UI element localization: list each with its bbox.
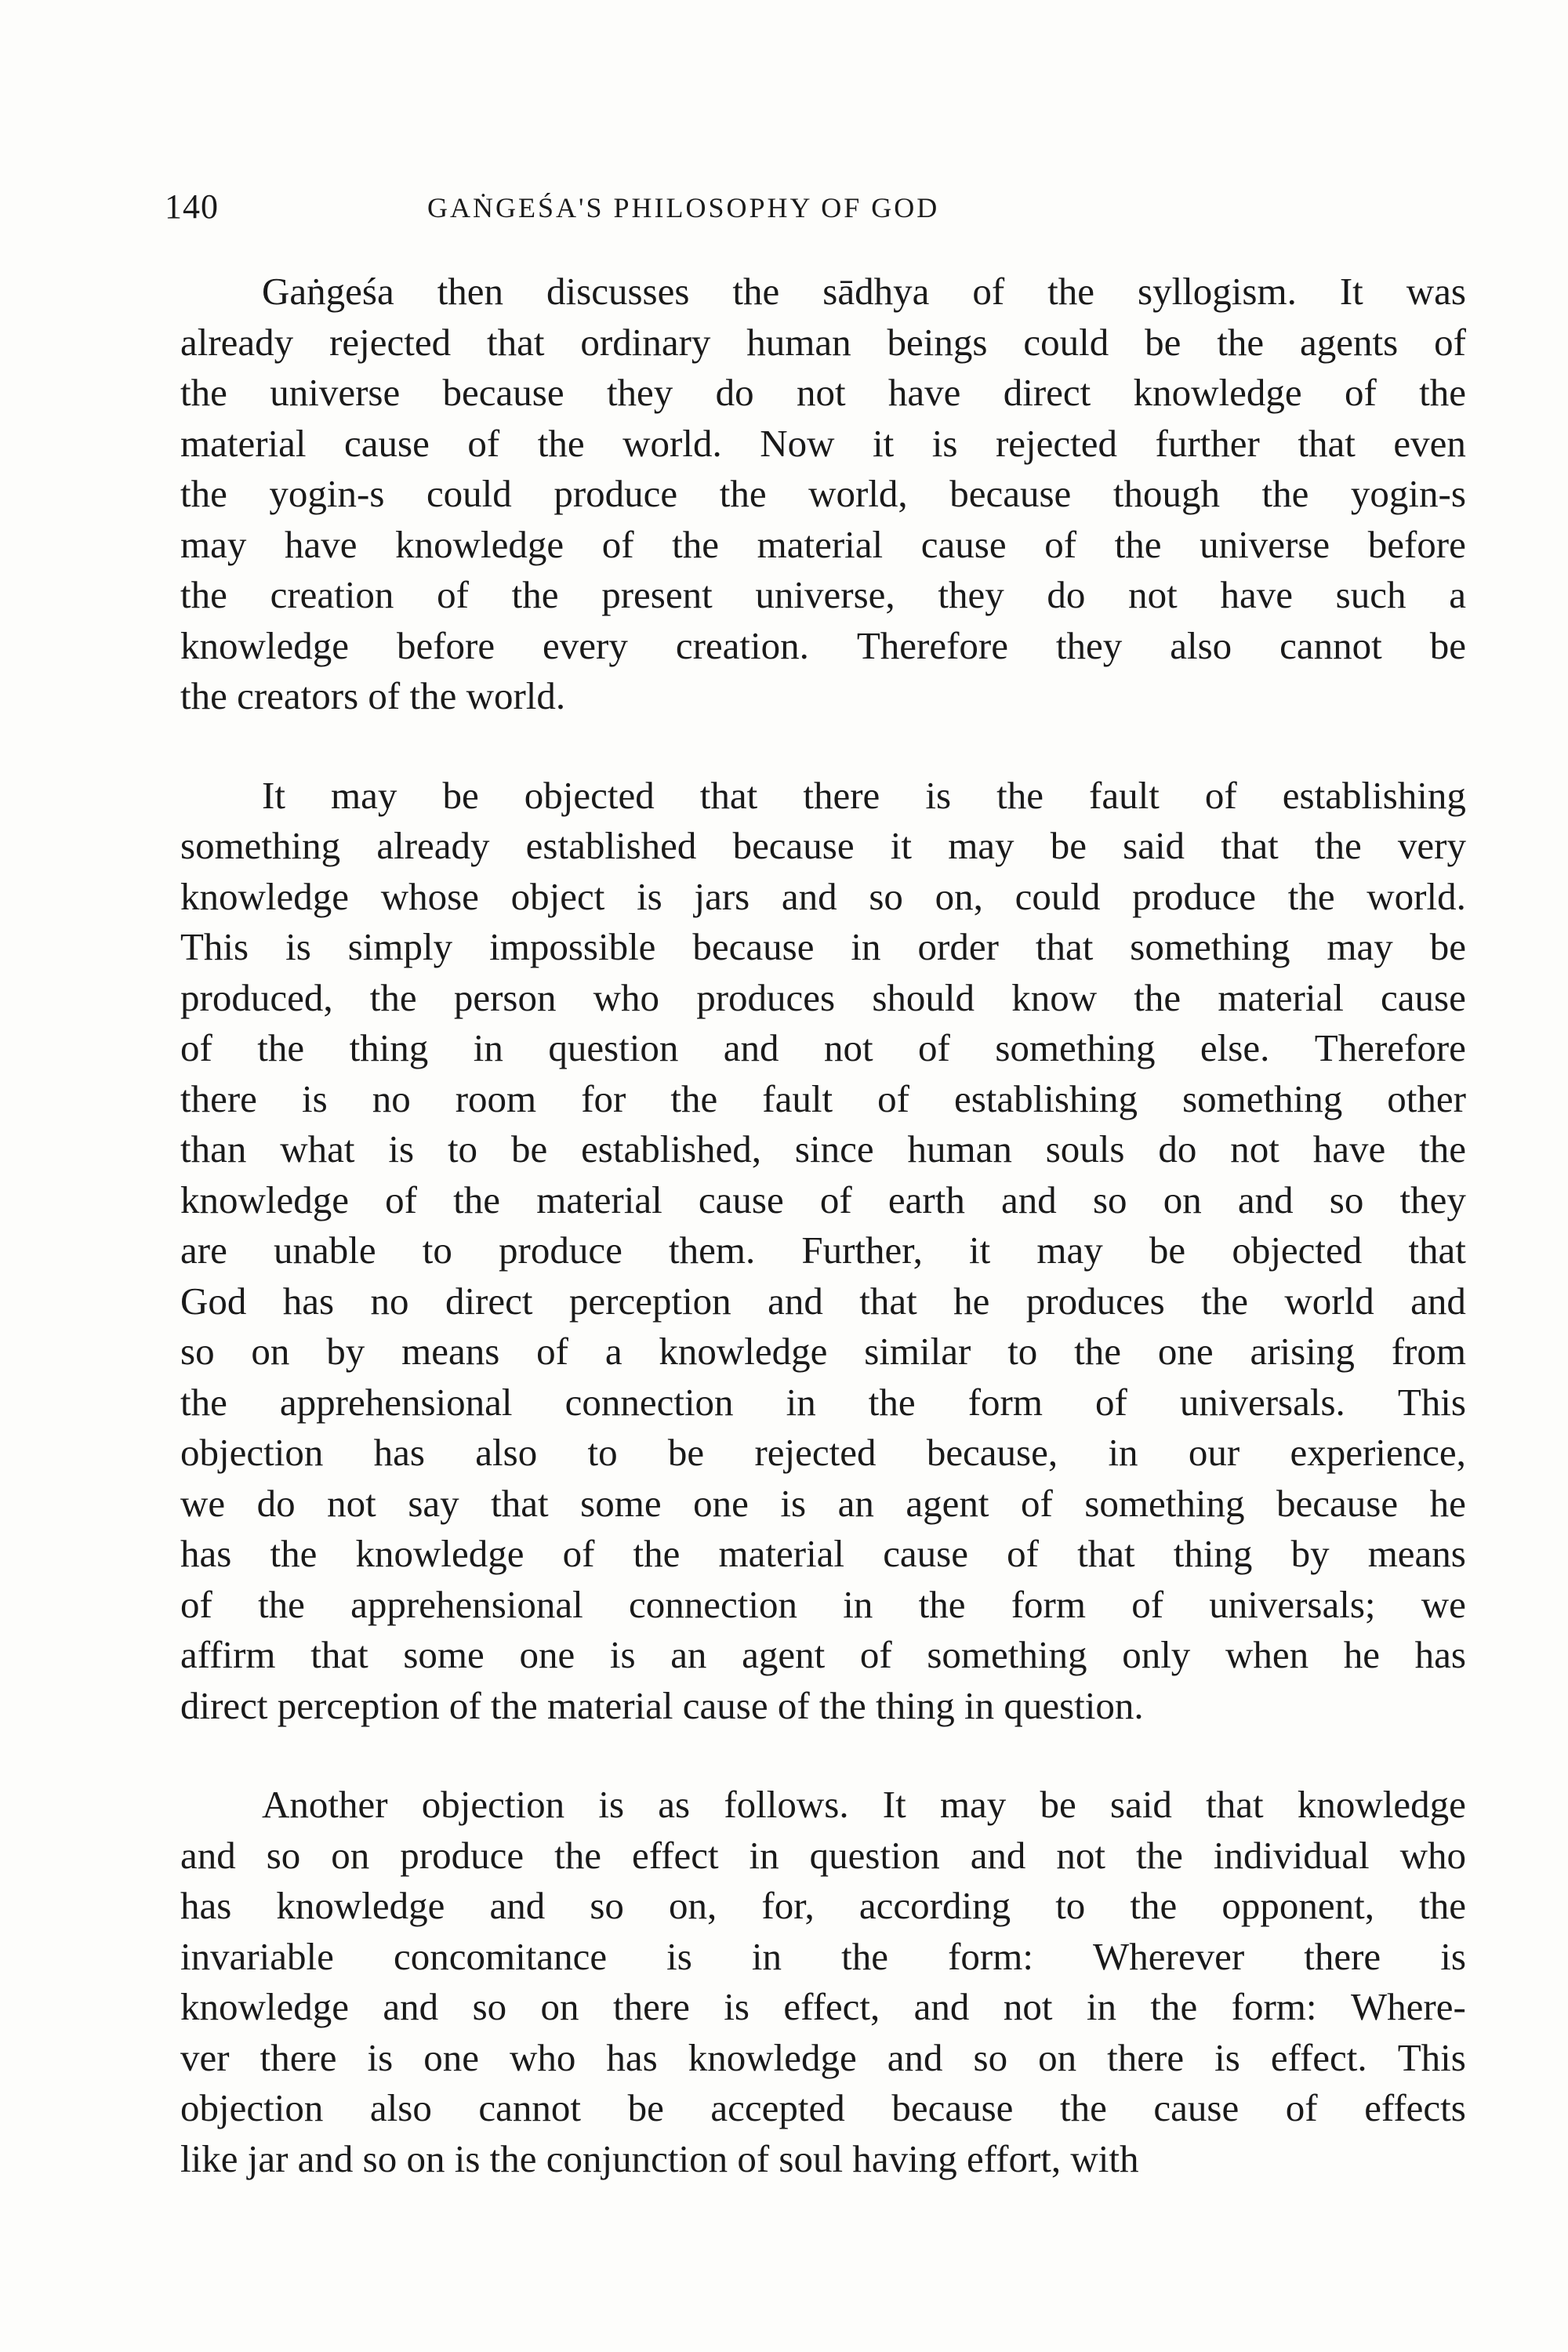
text-line: ver there is one who has knowledge and so on there is effect. This (180, 2035, 1466, 2079)
text-line: like jar and so on is the conjunction of soul having effort, with (180, 2136, 1139, 2180)
text-line: knowledge before every creation. Therefore they also cannot be (180, 623, 1466, 667)
text-line: are unable to produce them. Further, it may be objected that (180, 1229, 1466, 1272)
paragraph (180, 267, 1466, 722)
text-line: direct perception of the material cause of the thing in question. (180, 1683, 1144, 1727)
text-line: God has no direct perception and that he produces the world and (180, 1279, 1466, 1323)
text-line: Gaṅgeśa then discusses the sādhya of the syllogism. It was (262, 270, 1466, 313)
text-line: This is simply impossible because in order that something may be (180, 925, 1466, 968)
text-line: so on by means of a knowledge similar to the one arising from (180, 1330, 1466, 1373)
text-line: may have knowledge of the material cause of the universe before (180, 522, 1466, 566)
body-text (180, 267, 1466, 2233)
text-line: knowledge of the material cause of earth and so on and so they (180, 1178, 1466, 1221)
text-line: It may be objected that there is the fault of establishing (262, 773, 1466, 817)
text-line: of the thing in question and not of something else. Therefore (180, 1026, 1466, 1069)
text-line: has knowledge and so on, for, according to the opponent, the (180, 1884, 1466, 1927)
text-line: objection has also to be rejected because, in our experience, (180, 1431, 1466, 1474)
text-line: the yogin-s could produce the world, because though the yogin-s (180, 472, 1466, 515)
text-line: material cause of the world. Now it is rejected further that even (180, 421, 1466, 465)
text-line: produced, the person who produces should know the material cause (180, 975, 1466, 1019)
text-line: the universe because they do not have direct knowledge of the (180, 371, 1466, 414)
text-line: objection also cannot be accepted because the cause of effects (180, 2086, 1466, 2129)
text-line: has the knowledge of the material cause of that thing by means (180, 1532, 1466, 1575)
text-line: something already established because it may be said that the very (180, 824, 1466, 867)
text-line: invariable concomitance is in the form: Wherever there is (180, 1934, 1466, 1978)
text-line: Another objection is as follows. It may be said that knowledge (262, 1783, 1466, 1826)
text-line: we do not say that some one is an agent of something because he (180, 1481, 1466, 1525)
text-line: already rejected that ordinary human beings could be the agents of (180, 320, 1466, 364)
page-header (165, 187, 1466, 234)
text-line: affirm that some one is an agent of something only when he has (180, 1633, 1466, 1676)
running-title: GAṄGEŚA'S PHILOSOPHY OF GOD (427, 192, 940, 223)
paragraph (180, 1780, 1466, 2184)
text-line: there is no room for the fault of establishing something other (180, 1076, 1466, 1120)
text-line: than what is to be established, since human souls do not have the (180, 1127, 1466, 1171)
text-line: the apprehensional connection in the form of universals. This (180, 1380, 1466, 1424)
text-line: knowledge whose object is jars and so on, could produce the world. (180, 874, 1466, 918)
page-number: 140 (165, 187, 219, 226)
text-line: the creators of the world. (180, 674, 566, 717)
paragraph (180, 771, 1466, 1732)
text-line: and so on produce the effect in question and not the individual who (180, 1833, 1466, 1877)
text-line: knowledge and so on there is effect, and not in the form: Where- (180, 1985, 1466, 2028)
text-line: the creation of the present universe, they do not have such a (180, 573, 1466, 616)
text-line: of the apprehensional connection in the form of universals; we (180, 1582, 1466, 1626)
